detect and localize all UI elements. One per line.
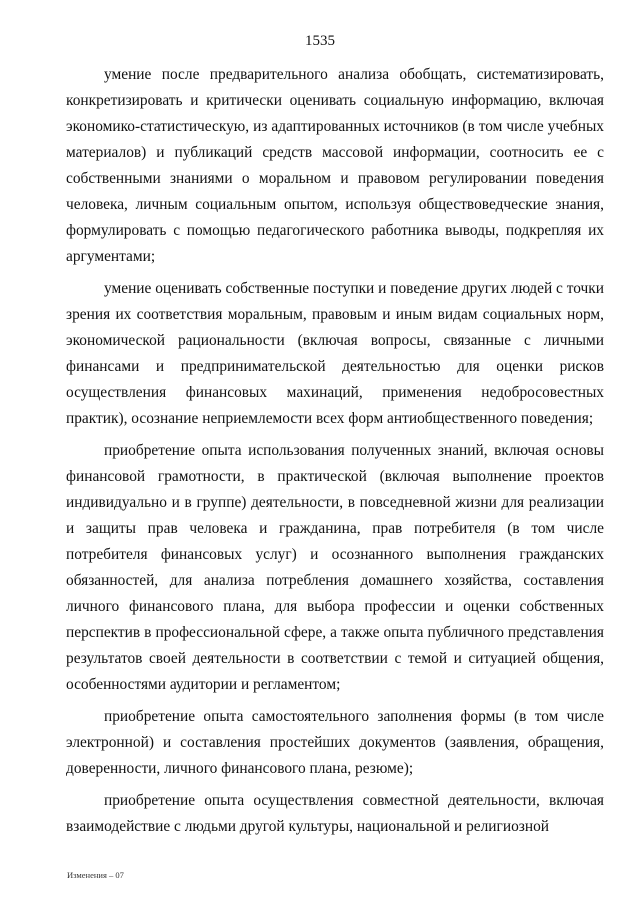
page-number: 1535 [305,33,335,49]
document-body [66,62,604,846]
revision-footnote: Изменения – 07 [67,870,124,880]
paragraph-4: приобретение опыта самостоятельного заполнения формы (в том числе электронной) и составления простейших документов (заявления, обращения, доверенности, личного финансового плана, резюме); [66,708,604,777]
paragraph-2: умение оценивать собственные поступки и поведение других людей с точки зрения их соответствия моральным, правовым и иным видам социальных норм, экономической рациональности (включая вопросы, связанные с личными финансами и предпринимательской деятельностью для оценки рисков осуществления финансовых махинаций, применения недобросовестных практик), осознание неприемлемости всех форм антиобщественного поведения; [66,280,604,427]
paragraph-3: приобретение опыта использования полученных знаний, включая основы финансовой грамотности, в практической (включая выполнение проектов индивидуально и в группе) деятельности, в повседневной жизни для реализации и защиты прав человека и гражданина, прав потребителя (в том числе потребителя финансовых услуг) и осознанного выполнения гражданских обязанностей, для анализа потребления домашнего хозяйства, составления личного финансового плана, для выбора профессии и оценки собственных перспектив в профессиональной сфере, а также опыта публичного представления результатов своей деятельности в соответствии с темой и ситуацией общения, особенностями аудитории и регламентом; [66,442,604,693]
paragraph-1: умение после предварительного анализа обобщать, систематизировать, конкретизировать и критически оценивать социальную информацию, включая экономико-статистическую, из адаптированных источников (в том числе учебных материалов) и публикаций средств массовой информации, соотносить ее с собственными знаниями о моральном и правовом регулировании поведения человека, личным социальным опытом, используя обществоведческие знания, формулировать с помощью педагогического работника выводы, подкрепляя их аргументами; [66,66,604,265]
paragraph-5: приобретение опыта осуществления совместной деятельности, включая взаимодействие с людьми другой культуры, национальной и религиозной [66,792,604,835]
